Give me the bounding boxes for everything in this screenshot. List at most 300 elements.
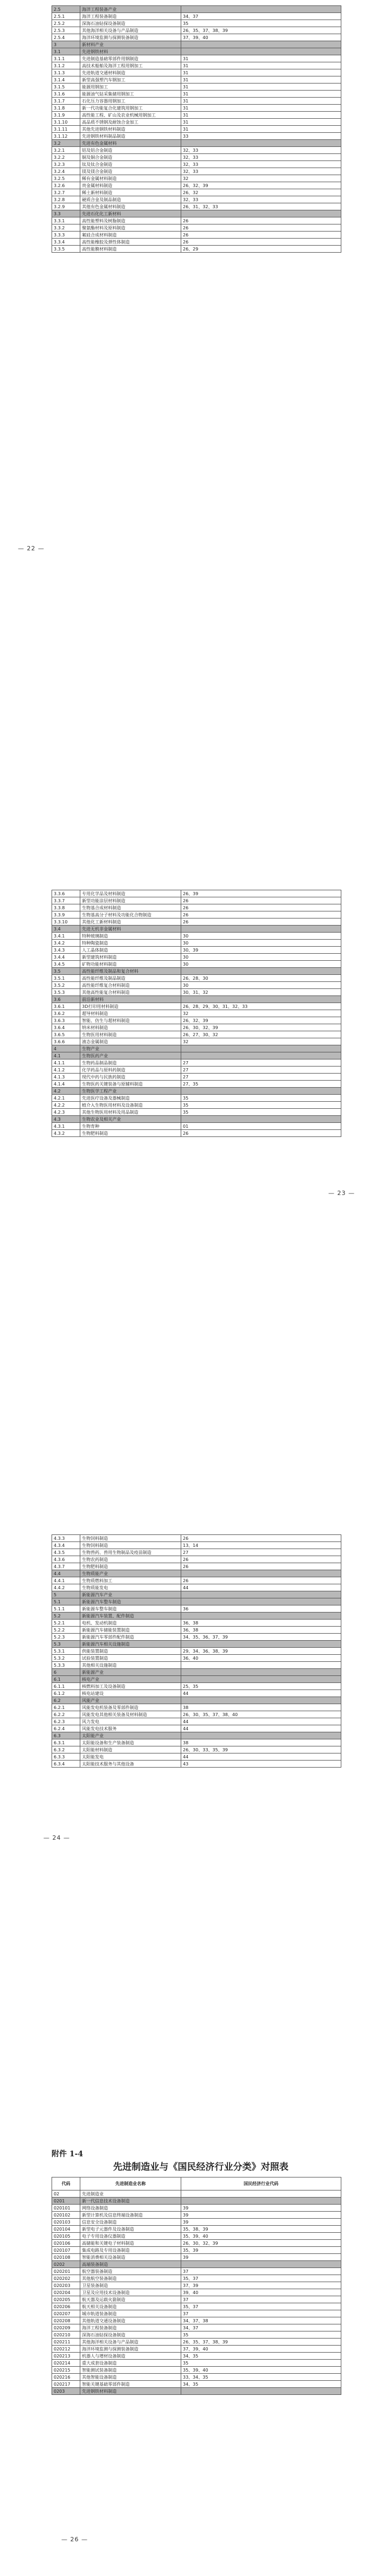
table-row	[52, 224, 341, 232]
name-cell: 生物基高分子材料及功能化合物制造	[80, 911, 181, 918]
table-row	[52, 105, 341, 112]
name-cell: 海洋环境监测与探测装备制造	[80, 2346, 181, 2353]
code-cell: 3.3.8	[52, 904, 80, 911]
code-cell: 020208	[52, 2317, 80, 2324]
table-row	[52, 961, 341, 968]
industry-code-cell: 35、37	[181, 2275, 341, 2282]
name-cell: 智能消费相关设备制造	[80, 2254, 181, 2261]
code-cell: 020211	[52, 2339, 80, 2346]
name-cell: 电子专用设备仪器制造	[80, 2233, 181, 2240]
name-cell: 新材料产业	[80, 41, 181, 48]
table-row	[52, 154, 341, 161]
code-cell: 6.3.1	[52, 1739, 80, 1746]
code-cell: 3.6.4	[52, 1024, 80, 1031]
table-row	[52, 1010, 341, 1017]
name-cell: 生物基合成材料制造	[80, 904, 181, 911]
code-cell: 3.3.9	[52, 911, 80, 918]
table-row	[52, 168, 341, 175]
industry-code-cell: 35、39	[181, 2247, 341, 2254]
industry-code-cell: 26、30、35、37、38、40	[181, 1711, 341, 1718]
code-cell: 6	[52, 1669, 80, 1676]
industry-code-cell: 30	[181, 933, 341, 940]
name-cell: 供能装置制造	[80, 1648, 181, 1655]
table-row	[52, 975, 341, 982]
section-row	[52, 41, 341, 48]
industry-code-cell: 31	[181, 105, 341, 112]
name-cell: 氟硅合成材料制造	[80, 232, 181, 239]
code-cell: 4.1.1	[52, 1059, 80, 1067]
table-row	[52, 904, 341, 911]
table-row	[52, 1123, 341, 1130]
table-row	[52, 1648, 341, 1655]
industry-code-cell: 37	[181, 2310, 341, 2317]
code-cell: 4.3.4	[52, 1542, 80, 1549]
section-row	[52, 1669, 341, 1676]
industry-code-cell: 26、28、29、30、31、32、33	[181, 1003, 341, 1010]
name-cell: 风能发电其他相关装备及材料制造	[80, 1711, 181, 1718]
code-cell: 3.6.6	[52, 1038, 80, 1045]
name-cell: 先进制造业	[80, 2190, 181, 2198]
industry-code-cell: 35、39、40	[181, 2233, 341, 2240]
name-cell: 生物肥料制造	[80, 1130, 181, 1137]
table-row	[52, 982, 341, 989]
name-cell: 生物质燃料加工	[80, 1577, 181, 1584]
table-row	[52, 69, 341, 76]
table-row	[52, 175, 341, 182]
name-cell: 高性能纤维复合材料制造	[80, 982, 181, 989]
table-row	[52, 1109, 341, 1116]
industry-code-cell: 44	[181, 1718, 341, 1725]
code-cell: 4.3.6	[52, 1556, 80, 1563]
name-cell: 海洋工程装备制造	[80, 13, 181, 20]
name-cell: 新型高强塑汽车钢加工	[80, 76, 181, 83]
name-cell: 新一代信息技术设备制造	[80, 2198, 181, 2205]
table-row	[52, 2275, 341, 2282]
name-cell: 聚氨酯材料及原料制造	[80, 224, 181, 232]
industry-code-cell: 32	[181, 1038, 341, 1045]
code-cell: 3.3.7	[52, 897, 80, 904]
table-row	[52, 1130, 341, 1137]
industry-code-cell: 26	[181, 224, 341, 232]
section-row	[52, 1613, 341, 1620]
table-row	[52, 2296, 341, 2303]
section-row	[52, 996, 341, 1003]
industry-code-cell: 31	[181, 69, 341, 76]
code-cell: 3.3.10	[52, 918, 80, 926]
code-cell: 6.1.2	[52, 1690, 80, 1697]
table-row	[52, 1683, 341, 1690]
code-cell: 3.1.3	[52, 69, 80, 76]
name-cell: 其他智能设备制造	[80, 2374, 181, 2381]
name-cell: 新能源汽车整车制造	[80, 1598, 181, 1605]
code-cell: 4.2.1	[52, 1095, 80, 1102]
code-cell: 4.2.2	[52, 1102, 80, 1109]
code-cell: 020215	[52, 2367, 80, 2374]
name-cell: 生物兽药、兽用生物制品及疫苗制造	[80, 1549, 181, 1556]
table-row	[52, 2254, 341, 2261]
section-row	[52, 1045, 341, 1052]
name-cell: 铜及铜合金制造	[80, 154, 181, 161]
name-cell: 特种陶瓷制造	[80, 940, 181, 947]
code-cell: 3.2.9	[52, 203, 80, 210]
industry-code-cell: 34、37	[181, 2324, 341, 2331]
table-row	[52, 1753, 341, 1761]
page-gap	[0, 1222, 388, 1289]
code-cell: 6.3.4	[52, 1761, 80, 1768]
name-cell: 化学药品与原料药制造	[80, 1067, 181, 1074]
name-cell: 先进钢铁材料制品制造	[80, 133, 181, 140]
section-row	[52, 1697, 341, 1704]
code-cell: 020206	[52, 2303, 80, 2310]
name-cell: 生物质能产业	[80, 1570, 181, 1577]
code-cell: 2.5.2	[52, 20, 80, 27]
code-cell: 6.2.3	[52, 1718, 80, 1725]
industry-code-cell	[181, 1669, 341, 1676]
code-cell: 4.2	[52, 1088, 80, 1095]
code-cell: 3.5	[52, 968, 80, 975]
name-cell: 生物医用材料制造	[80, 1031, 181, 1038]
table-header-row	[52, 2177, 341, 2190]
name-cell: 其他海洋相关设备与产品制造	[80, 27, 181, 34]
code-cell: 3.1	[52, 48, 80, 55]
name-cell: 高性能膜材料制造	[80, 246, 181, 253]
code-cell: 3.6.5	[52, 1031, 80, 1038]
industry-code-cell: 34、35、36、37、39	[181, 1634, 341, 1641]
name-cell: 其他生物医用材料及用品制造	[80, 1109, 181, 1116]
industry-code-cell: 37、39、40	[181, 2346, 341, 2353]
table-row	[52, 1563, 341, 1570]
name-cell: 航天器及运载火箭制造	[80, 2296, 181, 2303]
industry-code-cell: 39	[181, 2205, 341, 2212]
code-cell: 5.2.3	[52, 1634, 80, 1641]
table-row	[52, 112, 341, 119]
page-number: — 23 —	[328, 1190, 355, 1197]
code-cell: 3.4.3	[52, 947, 80, 954]
page-number: — 22 —	[18, 545, 44, 552]
table-row	[52, 83, 341, 91]
table-row	[52, 1662, 341, 1669]
document-page-3	[0, 1289, 388, 1867]
table-row	[52, 1003, 341, 1010]
name-cell: 太阳能技术服务与其他设备	[80, 1761, 181, 1768]
industry-code-cell	[181, 41, 341, 48]
code-cell: 3.4.2	[52, 940, 80, 947]
industry-code-cell: 34、35	[181, 2381, 341, 2388]
code-cell: 020212	[52, 2346, 80, 2353]
industry-code-cell: 35	[181, 2331, 341, 2339]
code-cell: 3.2	[52, 140, 80, 147]
name-cell: 海洋工程装备制造	[80, 2324, 181, 2331]
name-cell: 太阳能材料制造	[80, 1746, 181, 1753]
code-cell: 4.1.4	[52, 1081, 80, 1088]
table-row	[52, 126, 341, 133]
code-cell: 3.1.6	[52, 91, 80, 98]
section-row	[52, 140, 341, 147]
table-row	[52, 2282, 341, 2289]
table-row	[52, 133, 341, 140]
industry-code-cell	[181, 1088, 341, 1095]
section-row	[52, 210, 341, 217]
name-cell: 液态金属制造	[80, 1038, 181, 1045]
table-row	[52, 1620, 341, 1627]
name-cell: 稀有金属材料制造	[80, 175, 181, 182]
code-cell: 3.1.12	[52, 133, 80, 140]
name-cell: 生物肥料制造	[80, 1563, 181, 1570]
industry-code-cell: 27、35	[181, 1081, 341, 1088]
industry-code-cell: 39	[181, 2219, 341, 2226]
industry-code-cell	[181, 210, 341, 217]
industry-code-cell: 30	[181, 940, 341, 947]
document-page-4	[0, 1934, 388, 2576]
industry-code-cell: 39	[181, 2212, 341, 2219]
table-row	[52, 1718, 341, 1725]
document-page-2	[0, 645, 388, 1222]
code-cell: 3.1.2	[52, 62, 80, 69]
page-number: — 24 —	[43, 1834, 70, 1841]
table-row	[52, 98, 341, 105]
document-page-1	[0, 0, 388, 577]
name-cell: 其他航空装备制造	[80, 2275, 181, 2282]
industry-code-cell: 32、33	[181, 147, 341, 154]
code-cell: 2.5.3	[52, 27, 80, 34]
code-cell: 3.2.4	[52, 168, 80, 175]
industry-code-cell	[181, 1697, 341, 1704]
name-cell: 生物药品制品制造	[80, 1059, 181, 1067]
code-cell: 3.2.2	[52, 154, 80, 161]
industry-code-cell: 31	[181, 76, 341, 83]
table-row	[52, 940, 341, 947]
industry-code-cell: 33、34、35	[181, 2374, 341, 2381]
name-cell: 新能源产业	[80, 1669, 181, 1676]
industry-code-cell	[181, 1662, 341, 1669]
table-row	[52, 1605, 341, 1613]
table-row	[52, 1655, 341, 1662]
table-row	[52, 2205, 341, 2212]
name-cell: 高性能塑料及树脂制造	[80, 217, 181, 224]
table-row	[52, 2310, 341, 2317]
code-cell: 020102	[52, 2212, 80, 2219]
header-cell: 国民经济行业代码	[181, 2177, 341, 2190]
annex-title: 先进制造业与《国民经济行业分类》对照表	[113, 2162, 289, 2173]
industry-code-cell: 32、33	[181, 154, 341, 161]
code-cell: 4.1.3	[52, 1074, 80, 1081]
table-row	[52, 147, 341, 154]
code-cell: 2.5.1	[52, 13, 80, 20]
code-cell: 5.3.1	[52, 1648, 80, 1655]
industry-code-cell: 31	[181, 112, 341, 119]
name-cell: 电机、发动机制造	[80, 1620, 181, 1627]
name-cell: 硬质合金及制品制造	[80, 196, 181, 203]
code-cell: 020201	[52, 2268, 80, 2275]
name-cell: 海洋环境监测与探测装备制造	[80, 34, 181, 41]
industry-code-cell	[181, 996, 341, 1003]
table-row	[52, 203, 341, 210]
name-cell: 深海石油钻探设备制造	[80, 20, 181, 27]
industry-code-cell: 26、28、30	[181, 975, 341, 982]
table-row	[52, 13, 341, 20]
code-cell: 6.2	[52, 1697, 80, 1704]
name-cell: 核电站建设	[80, 1690, 181, 1697]
code-cell: 3.6	[52, 996, 80, 1003]
classification-table-page-1	[52, 5, 341, 253]
name-cell: 生物产业	[80, 1045, 181, 1052]
code-cell: 2.5	[52, 6, 80, 13]
table-row	[52, 182, 341, 189]
code-cell: 3.2.3	[52, 161, 80, 168]
industry-code-cell	[181, 2190, 341, 2198]
industry-code-cell	[181, 6, 341, 13]
table-row	[52, 947, 341, 954]
name-cell: 生物质能发电	[80, 1584, 181, 1591]
industry-code-cell: 26、32	[181, 189, 341, 196]
table-row	[52, 119, 341, 126]
section-row	[52, 926, 341, 933]
code-cell: 5.2.1	[52, 1620, 80, 1627]
industry-code-cell: 33	[181, 133, 341, 140]
code-cell: 5.2	[52, 1613, 80, 1620]
code-cell: 0201	[52, 2198, 80, 2205]
name-cell: 石化压力容器用钢加工	[80, 98, 181, 105]
code-cell: 3.2.7	[52, 189, 80, 196]
table-row	[52, 27, 341, 34]
name-cell: 其他先进钢铁材料制造	[80, 126, 181, 133]
industry-code-cell	[181, 926, 341, 933]
code-cell: 020104	[52, 2226, 80, 2233]
industry-code-cell	[181, 1045, 341, 1052]
name-cell: 生物育种	[80, 1123, 181, 1130]
industry-code-cell	[181, 1591, 341, 1598]
table-row	[52, 1102, 341, 1109]
table-row	[52, 217, 341, 224]
code-cell: 4.4.2	[52, 1584, 80, 1591]
name-cell: 海洋工程装备产业	[80, 6, 181, 13]
name-cell: 钛及钛合金制造	[80, 161, 181, 168]
industry-code-cell: 32	[181, 175, 341, 182]
table-row	[52, 196, 341, 203]
industry-code-cell: 31	[181, 55, 341, 62]
name-cell: 核电产业	[80, 1676, 181, 1683]
table-row	[52, 2353, 341, 2360]
industry-code-cell: 30、39	[181, 947, 341, 954]
name-cell: 高储能和关键电子材料制造	[80, 2240, 181, 2247]
code-cell: 3.1.9	[52, 112, 80, 119]
industry-code-cell: 35	[181, 20, 341, 27]
industry-code-cell: 37、39	[181, 2282, 341, 2289]
code-cell: 5.1	[52, 1598, 80, 1605]
table-row	[52, 246, 341, 253]
industry-code-cell: 37、39、40	[181, 34, 341, 41]
name-cell: 新型电子元器件及设备制造	[80, 2226, 181, 2233]
code-cell: 020107	[52, 2247, 80, 2254]
name-cell: 专用化学品及材料制造	[80, 890, 181, 897]
section-row	[52, 1591, 341, 1598]
code-cell: 3.1.8	[52, 105, 80, 112]
code-cell: 3.4	[52, 926, 80, 933]
table-row	[52, 20, 341, 27]
name-cell: 太阳能设备和生产装备制造	[80, 1739, 181, 1746]
industry-code-cell	[181, 1732, 341, 1739]
code-cell: 3.2.1	[52, 147, 80, 154]
industry-code-cell	[181, 2388, 341, 2395]
industry-code-cell	[181, 2198, 341, 2205]
name-cell: 超导材料制造	[80, 1010, 181, 1017]
code-cell: 020108	[52, 2254, 80, 2261]
table-row	[52, 1535, 341, 1542]
industry-code-cell: 31	[181, 126, 341, 133]
name-cell: 其他有色金属材料制造	[80, 203, 181, 210]
table-row	[52, 2367, 341, 2374]
name-cell: 先进钢铁材料制造	[80, 2388, 181, 2395]
industry-code-cell: 35	[181, 1109, 341, 1116]
industry-code-cell: 26	[181, 904, 341, 911]
name-cell: 风能发电技术服务	[80, 1725, 181, 1732]
code-cell: 020203	[52, 2282, 80, 2289]
industry-code-cell: 31	[181, 83, 341, 91]
industry-code-cell: 26、32、39	[181, 182, 341, 189]
code-cell: 5.3.3	[52, 1662, 80, 1669]
table-row	[52, 1024, 341, 1031]
name-cell: 现代中药与民族药制造	[80, 1074, 181, 1081]
industry-code-cell: 35	[181, 1095, 341, 1102]
industry-code-cell: 27	[181, 1067, 341, 1074]
code-cell: 4.3.3	[52, 1535, 80, 1542]
industry-code-cell: 26	[181, 1535, 341, 1542]
industry-code-cell: 30、31、32	[181, 989, 341, 996]
industry-code-cell: 26	[181, 897, 341, 904]
code-cell: 020214	[52, 2360, 80, 2367]
name-cell: 高技术船舶及海洋工程用钢加工	[80, 62, 181, 69]
table-row	[52, 2219, 341, 2226]
industry-code-cell: 26、30、32、39	[181, 1024, 341, 1031]
table-row	[52, 1761, 341, 1768]
name-cell: 先进医疗设备及器械制造	[80, 1095, 181, 1102]
industry-code-cell: 36、38	[181, 1620, 341, 1627]
industry-code-cell: 26	[181, 232, 341, 239]
industry-code-cell	[181, 1613, 341, 1620]
code-cell: 02	[52, 2190, 80, 2198]
name-cell: 矿物功能材料制造	[80, 961, 181, 968]
name-cell: 植介入生物医用材料及设备制造	[80, 1102, 181, 1109]
page-gap	[0, 577, 388, 645]
name-cell: 特种玻璃制造	[80, 933, 181, 940]
name-cell: 高性能纤维及制品制造	[80, 975, 181, 982]
name-cell: 其他轨道交通设备制造	[80, 2317, 181, 2324]
industry-code-cell: 26、31、32、33	[181, 203, 341, 210]
name-cell: 智能测试装备制造	[80, 2367, 181, 2374]
table-row	[52, 2381, 341, 2388]
classification-table-page-4	[52, 2177, 341, 2395]
code-cell: 3.3.6	[52, 890, 80, 897]
name-cell: 先进制造基础零部件用钢制造	[80, 55, 181, 62]
section-row	[52, 1570, 341, 1577]
industry-code-cell: 01	[181, 1123, 341, 1130]
industry-code-cell: 34、37	[181, 13, 341, 20]
code-cell: 3.1.1	[52, 55, 80, 62]
code-cell: 020204	[52, 2289, 80, 2296]
section-row	[52, 1641, 341, 1648]
name-cell: 贵金属材料制造	[80, 182, 181, 189]
code-cell: 3.5.2	[52, 982, 80, 989]
classification-table-page-2	[52, 890, 341, 1137]
code-cell: 020209	[52, 2324, 80, 2331]
code-cell: 3.3.4	[52, 239, 80, 246]
industry-code-cell	[181, 48, 341, 55]
section-row	[52, 1088, 341, 1095]
industry-code-cell	[181, 2261, 341, 2268]
name-cell: 生物饲料制造	[80, 1535, 181, 1542]
name-cell: 新能源汽车产业	[80, 1591, 181, 1598]
code-cell: 020216	[52, 2374, 80, 2381]
